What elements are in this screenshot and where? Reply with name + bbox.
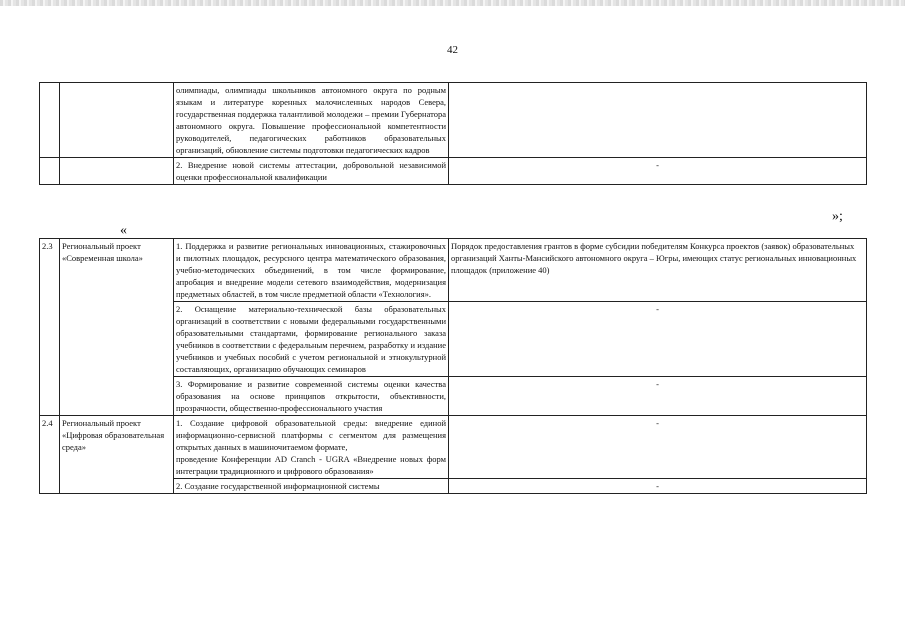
measure-cell: олимпиады, олимпиады школьников автономного округа по родным языкам и литературе коренных малочисленных народов Севера, государственная поддержка талантливой молодежи – премии Губернатора автономного округа. Повышение профессиональной компетентности руководителей, педагогических работников образовательных организаций, обновление системы подготовки педагогических кадров bbox=[174, 83, 449, 158]
measure-cell: 1. Поддержка и развитие региональных инновационных, стажировочных и пилотных площадок, ресурсного центра математического образования, учебно-методических объединений, в том числе формирование, апробация и внедрение модели сетевого взаимодействия, модернизация предметных областей, в том числе предметной области «Технология». bbox=[174, 239, 449, 302]
measure-cell: 2. Создание государственной информационной системы bbox=[174, 479, 449, 494]
document-cell: - bbox=[449, 158, 867, 185]
measure-line: 1. Создание цифровой образовательной среды: внедрение единой информационно-сервисной платформы с сегментом для размещения открытых данных в машиночитаемом формате, bbox=[176, 418, 446, 452]
document-cell: - bbox=[449, 302, 867, 377]
closing-quote-mark: »; bbox=[832, 209, 843, 224]
measure-cell bbox=[174, 416, 449, 479]
document-cell bbox=[449, 83, 867, 158]
num-cell bbox=[40, 83, 60, 158]
document-cell: - bbox=[449, 377, 867, 416]
project-number: 2.3 bbox=[40, 239, 60, 416]
measure-line: проведение Конференции AD Cranch - UGRA «Внедрение новых форм интеграции традиционного и цифрового образования» bbox=[176, 454, 446, 476]
num-cell bbox=[40, 158, 60, 185]
project-name: Региональный проект «Цифровая образовательная среда» bbox=[60, 416, 174, 494]
document-cell: Порядок предоставления грантов в форме субсидии победителям Конкурса проектов (заявок) образовательных организаций Ханты-Мансийского автономного округа – Югры, имеющих статус региональных инновационных площадок (приложение 40) bbox=[449, 239, 867, 302]
table-row bbox=[40, 158, 867, 185]
table-row bbox=[40, 416, 867, 479]
scan-artifact-line bbox=[0, 0, 905, 6]
table-row bbox=[40, 83, 867, 158]
document-cell: - bbox=[449, 416, 867, 479]
project-cell bbox=[60, 83, 174, 158]
continuation-table bbox=[39, 82, 867, 185]
project-number: 2.4 bbox=[40, 416, 60, 494]
opening-quote-mark: « bbox=[120, 223, 127, 238]
measure-cell: 3. Формирование и развитие современной системы оценки качества образования на основе принципов открытости, объективности, прозрачности, общественно-профессионального участия bbox=[174, 377, 449, 416]
project-cell bbox=[60, 158, 174, 185]
measure-cell: 2. Внедрение новой системы аттестации, добровольной независимой оценки профессиональной квалификации bbox=[174, 158, 449, 185]
document-cell: - bbox=[449, 479, 867, 494]
projects-table bbox=[39, 238, 867, 494]
project-name: Региональный проект «Современная школа» bbox=[60, 239, 174, 416]
table-row bbox=[40, 239, 867, 302]
page-number: 42 bbox=[447, 44, 458, 56]
measure-cell: 2. Оснащение материально-технической базы образовательных организаций в соответствии с новыми федеральными государственными образовательными стандартами, формирование регионального заказа учебников в соответствии с федеральным перечнем, разработку и издание учебников и учебных пособий с учетом региональной и этнокультурной составляющих, организацию обучающих семинаров bbox=[174, 302, 449, 377]
